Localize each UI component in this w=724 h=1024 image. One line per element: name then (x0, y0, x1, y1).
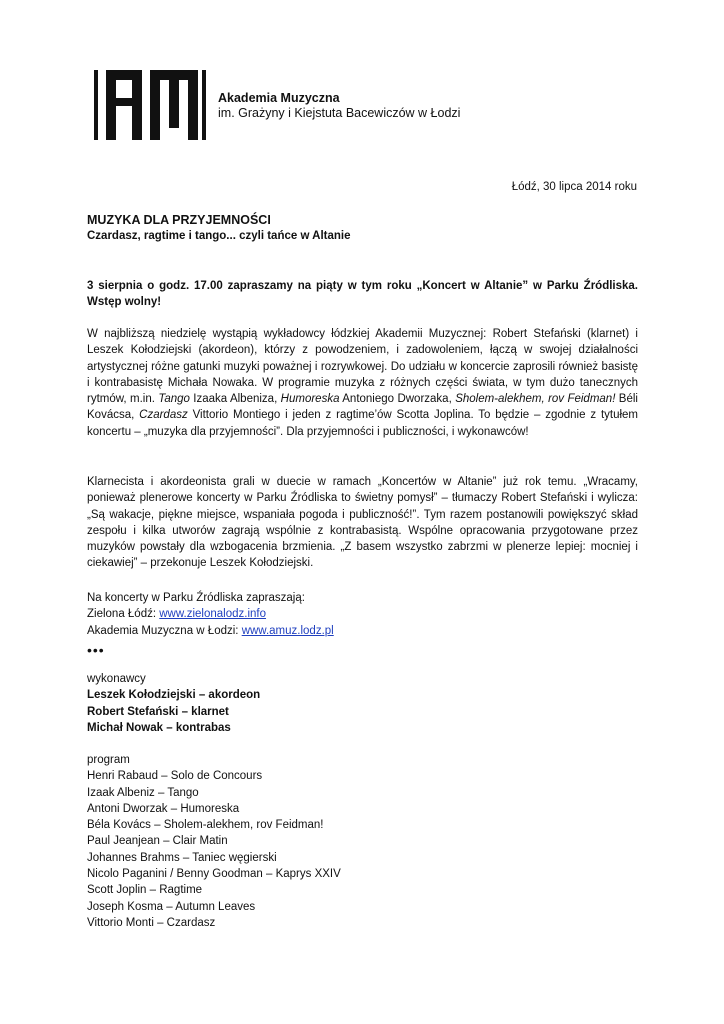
invite-line-amuz (87, 623, 638, 639)
performers-heading: wykonawcy (87, 673, 146, 685)
organization-subtitle: im. Grażyny i Kiejstuta Bacewiczów w Łodzi (218, 106, 461, 120)
organization-block (218, 91, 460, 121)
paragraph-2: Klarnecista i akordeonista grali w duecie w ramach „Koncertów w Altanie” już rok temu. „Wracamy, ponieważ plenerowe koncerty w Parku Źródliska to świetny pomysł” – tłumaczy Robert Stefański i wylicza: „Są wakacje, piękne miejsce, wspaniała pogoda i publiczność!”. Tym razem postanowili powiększyć skład zespołu i kilka utworów zagrają wspólnie z kontrabasistą. Wspólne opracowania przygotowane przez muzyków powstały dla wzbogacenia brzmienia. „Z basem wszystko zabrzmi w plenerze lepiej: mocniej i ciekawiej” – przekonuje Leszek Kołodziejski. (87, 476, 638, 570)
invite-line-zielona (87, 606, 638, 622)
program-item: Johannes Brahms – Taniec węgierski (87, 851, 277, 864)
invite-block (87, 590, 638, 639)
text-span: Béli Kovácsa, (87, 393, 638, 422)
text-span: Vittorio Montiego i jeden z ragtime’ów Scotta Joplina. To będzie – zgodnie z tytułem koncertu – „muzyka dla przyjemności”. Dla przyjemności i publiczności, i wykonawców! (87, 409, 639, 438)
document-date: Łódź, 30 lipca 2014 roku (511, 181, 637, 193)
program-item: Joseph Kosma – Autumn Leaves (87, 900, 256, 913)
invite-label: Akademia Muzyczna w Łodzi: (87, 624, 242, 637)
separator: ••• (87, 642, 105, 658)
italic-title: Czardasz (139, 409, 188, 422)
invite-label: Zielona Łódź: (87, 608, 160, 621)
program-item: Antoni Dworzak – Humoreska (87, 802, 240, 815)
zielonalodz-link[interactable]: www.zielonalodz.info (159, 608, 267, 621)
text-span: W najbliższą niedzielę wystąpią wykładowcy łódzkiej Akademii Muzycznej: Robert Stefański (klarnet) i Leszek Kołodziejski (akordeon), którzy z powodzeniem, i zadowoleniem, łączą w swojej działalności artystycznej różne gatunki muzyki poważnej i rozrywkowej. Do udziału w koncercie zaprosili również basistę i kontrabasistę Michała Nowaka. W programie muzyka z różnych części świata, w tym dużo tanecznych rytmów, m.in. (87, 328, 638, 406)
program-heading: program (87, 754, 130, 766)
lead-paragraph: 3 sierpnia o godz. 17.00 zapraszamy na piąty w tym roku „Koncert w Altanie” w Parku Źródliska. Wstęp wolny! (87, 280, 638, 309)
performers-block (87, 671, 638, 736)
program-item: Nicolo Paganini / Benny Goodman – Kaprys XXIV (87, 868, 341, 881)
program-item: Béla Kovács – Sholem-alekhem, rov Feidman! (87, 819, 324, 832)
program-item: Scott Joplin – Ragtime (87, 884, 203, 897)
program-item: Henri Rabaud – Solo de Concours (87, 770, 263, 783)
program-block (87, 752, 638, 931)
italic-title: Humoreska (280, 393, 340, 406)
performer-item: Leszek Kołodziejski – akordeon (87, 689, 261, 702)
program-item: Vittorio Monti – Czardasz (87, 916, 216, 929)
paragraph-1 (87, 326, 638, 440)
performer-item: Michał Nowak – kontrabas (87, 721, 231, 734)
program-item: Paul Jeanjean – Clair Matin (87, 835, 228, 848)
organization-name: Akademia Muzyczna (218, 91, 340, 105)
academy-logo (94, 70, 209, 140)
document-title: MUZYKA DLA PRZYJEMNOŚCI (87, 213, 271, 227)
invite-intro: Na koncerty w Parku Źródliska zapraszają: (87, 592, 305, 604)
performer-item: Robert Stefański – klarnet (87, 705, 229, 718)
text-span: Antoniego Dworzaka, (339, 393, 456, 406)
italic-title: Sholem-alekhem, rov Feidman! (455, 393, 616, 406)
document-subtitle: Czardasz, ragtime i tango... czyli tańce w Altanie (87, 230, 351, 242)
text-span: Izaaka Albeniza, (189, 393, 281, 406)
amuz-link[interactable]: www.amuz.lodz.pl (241, 624, 334, 637)
title-block (87, 212, 638, 244)
italic-title: Tango (158, 393, 190, 406)
program-item: Izaak Albeniz – Tango (87, 786, 199, 799)
